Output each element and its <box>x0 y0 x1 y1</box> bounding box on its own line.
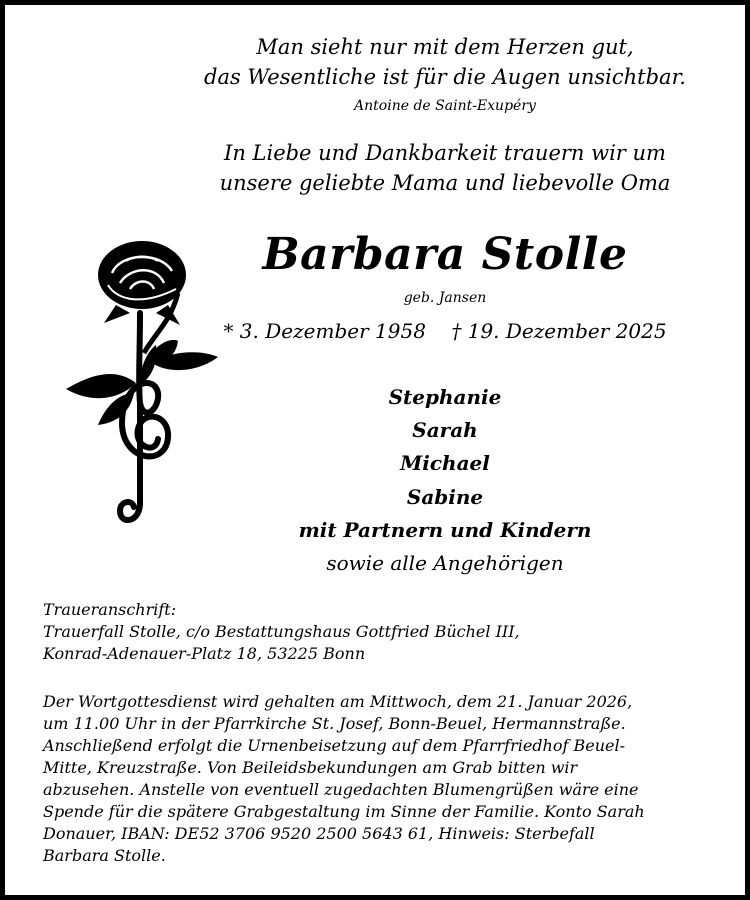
address-line-1: Trauerfall Stolle, c/o Bestattungshaus Gottfried Büchel III, <box>43 622 520 641</box>
mourner-name: Stephanie <box>388 385 502 409</box>
life-dates <box>115 319 750 343</box>
intro-line-2: unsere geliebte Mama und liebevolle Oma <box>219 171 671 195</box>
service-line: Spende für die spätere Grabgestaltung im Sinne der Familie. Konto Sarah <box>43 802 645 821</box>
death-date: † 19. Dezember 2025 <box>451 319 667 343</box>
service-line: Anschließend erfolgt die Urnenbeisetzung auf dem Pfarrfriedhof Beuel- <box>43 736 626 755</box>
mourner-name: Sabine <box>406 485 484 509</box>
mourner-name: Sarah <box>412 418 478 442</box>
service-line: Der Wortgottesdienst wird gehalten am Mittwoch, dem 21. Januar 2026, <box>43 692 633 711</box>
service-line: Barbara Stolle. <box>43 846 166 865</box>
service-line: Donauer, IBAN: DE52 3706 9520 2500 5643 61, Hinweis: Sterbefall <box>43 824 595 843</box>
service-line: Mitte, Kreuzstraße. Von Beileidsbekundungen am Grab bitten wir <box>43 758 578 777</box>
service-line: um 11.00 Uhr in der Pfarrkirche St. Josef, Bonn-Beuel, Hermannstraße. <box>43 714 626 733</box>
quote-line-1: Man sieht nur mit dem Herzen gut, <box>256 35 634 59</box>
birth-date: * 3. Dezember 1958 <box>223 319 426 343</box>
service-line: abzusehen. Anstelle von eventuell zugedachten Blumengrüßen wäre eine <box>43 780 639 799</box>
address-label: Traueranschrift: <box>43 600 177 619</box>
address-line-2: Konrad-Adenauer-Platz 18, 53225 Bonn <box>43 644 366 663</box>
quote-author: Antoine de Saint-Exupéry <box>354 98 536 114</box>
mourner-family: mit Partnern und Kindern <box>298 518 592 542</box>
deceased-name: Barbara Stolle <box>262 229 628 280</box>
maiden-name: geb. Jansen <box>403 290 487 306</box>
mourner-name: Michael <box>400 451 490 475</box>
quote-line-2: das Wesentliche ist für die Augen unsichtbar. <box>204 65 686 89</box>
intro-line-1: In Liebe und Dankbarkeit trauern wir um <box>224 141 666 165</box>
closing-line: sowie alle Angehörigen <box>326 551 564 575</box>
